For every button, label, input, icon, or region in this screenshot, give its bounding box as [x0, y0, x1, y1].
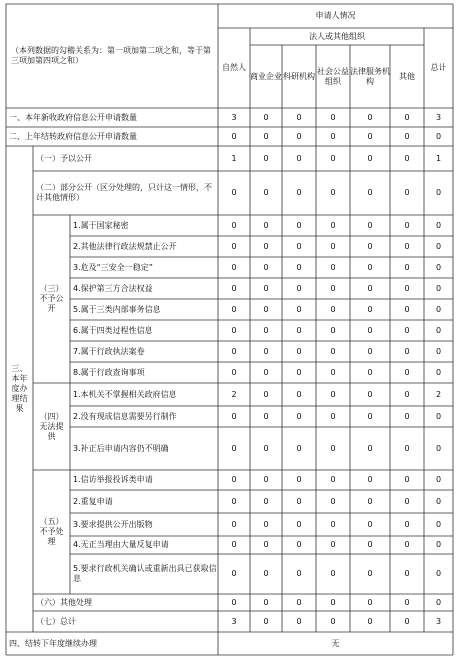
group4-row-value: 0 — [263, 411, 269, 421]
row-other-handling-value: 0 — [296, 597, 302, 607]
group3-row-value: 0 — [231, 325, 237, 335]
group3-row-value: 0 — [367, 283, 373, 293]
group5-row-value: 0 — [367, 475, 373, 484]
group5-row-value: 0 — [404, 569, 410, 578]
row-carried-value: 0 — [404, 131, 410, 141]
group3-row-value: 0 — [296, 325, 302, 335]
group3-row-value: 0 — [330, 367, 336, 377]
column-header-5: 其他 — [399, 71, 415, 81]
group3-label: （三）不予公开 — [39, 284, 64, 313]
group3-row-value: 0 — [330, 283, 336, 293]
group3-row-value: 0 — [330, 325, 336, 335]
group5-row-label: 3.要求提供公开出版物 — [73, 519, 153, 529]
group3-row-value: 0 — [231, 346, 237, 356]
group3-row-label: 2.其他法律行政法规禁止公开 — [73, 241, 177, 251]
row-new-value: 0 — [263, 112, 269, 122]
group3-row-value: 0 — [263, 325, 269, 335]
group3-row-value: 0 — [330, 262, 336, 272]
group3-row-value: 0 — [367, 241, 373, 251]
group5-row-label: 5.要求行政机关确认或重新出具已获取信息 — [73, 564, 217, 583]
group4-label: （四）无法提供 — [39, 411, 64, 441]
group4-row-label: 2.没有现成信息需要另行制作 — [73, 411, 177, 421]
group5-row-value: 0 — [231, 569, 237, 578]
group3-row-value: 0 — [404, 325, 410, 335]
column-header-2: 科研机构 — [283, 71, 315, 81]
row-disclosed-value: 0 — [367, 153, 373, 163]
group3-row-value: 0 — [263, 262, 269, 272]
group5-row-value: 0 — [330, 540, 336, 549]
group4-row-value: 0 — [404, 443, 410, 453]
row-label-carry-forward: 四、结转下年度继续办理 — [9, 638, 97, 648]
group5-row-value: 0 — [330, 569, 336, 578]
row-carry-forward-value: 无 — [331, 638, 340, 648]
group3-row-value: 0 — [435, 325, 442, 335]
group4-row-value: 0 — [435, 411, 442, 421]
column-header-total: 总计 — [430, 63, 447, 72]
group4-row-value: 0 — [404, 389, 410, 399]
column-header-natural-person: 自然人 — [222, 63, 246, 72]
group4-row-label: 3.补正后申请内容仍不明确 — [73, 443, 169, 453]
row-disclosed-value: 0 — [263, 153, 269, 163]
group5-row-value: 0 — [296, 496, 302, 506]
group3-row-value: 0 — [231, 262, 237, 272]
group3-row-label: 7.属于行政执法案卷 — [73, 346, 145, 356]
group5-row-value: 0 — [330, 519, 336, 529]
group4-row-value: 0 — [330, 411, 336, 421]
group3-row-value: 0 — [231, 220, 237, 230]
group3-row-value: 0 — [435, 367, 442, 377]
group4-row-value: 0 — [367, 411, 373, 421]
group3-row-value: 0 — [367, 367, 373, 377]
group3-row-label: 1.属于国家秘密 — [73, 220, 129, 230]
row-label-carried-over: 二、上年结转政府信息公开申请数量 — [9, 131, 137, 141]
group5-row-value: 0 — [435, 519, 442, 529]
row-new-value: 0 — [404, 112, 410, 122]
group4-row-value: 0 — [231, 411, 237, 421]
section3-label: 三、本年度办理结果 — [11, 364, 28, 413]
group5-row-value: 0 — [231, 496, 237, 506]
group3-row-label: 6.属于四类过程性信息 — [73, 325, 153, 335]
group3-row-value: 0 — [330, 220, 336, 230]
group3-row-value: 0 — [296, 241, 302, 251]
row-disclosed-value: 0 — [296, 153, 302, 163]
row-label-other-handling: （六）其他处理 — [36, 597, 92, 607]
row-label-new-applications: 一、本年新收政府信息公开申请数量 — [9, 112, 137, 122]
group3-row-value: 0 — [404, 346, 410, 356]
group3-row-value: 0 — [296, 346, 302, 356]
column-header-3: 社会公益组织 — [317, 66, 349, 86]
group3-row-value: 0 — [263, 367, 269, 377]
row-other-handling-value: 0 — [435, 597, 442, 607]
group3-row-value: 0 — [367, 262, 373, 272]
row-carried-value: 0 — [296, 131, 302, 141]
group3-row-value: 0 — [263, 283, 269, 293]
row-partial-value: 0 — [263, 188, 269, 197]
group5-row-value: 0 — [404, 540, 410, 549]
group4-row-value: 2 — [231, 389, 237, 399]
group3-row-value: 0 — [404, 262, 410, 272]
group3-row-value: 0 — [330, 346, 336, 356]
group3-row-value: 0 — [435, 283, 442, 293]
group5-row-value: 0 — [263, 475, 269, 484]
group3-row-value: 0 — [404, 304, 410, 314]
group5-row-value: 0 — [263, 519, 269, 529]
group5-row-value: 0 — [263, 569, 269, 578]
group5-row-value: 0 — [296, 519, 302, 529]
row-partial-value: 0 — [296, 188, 302, 197]
group5-row-value: 0 — [330, 475, 336, 484]
row-other-handling-value: 0 — [330, 597, 336, 607]
group3-row-value: 0 — [296, 283, 302, 293]
group5-row-value: 0 — [367, 519, 373, 529]
row-disclosed-value: 1 — [435, 153, 442, 163]
group3-row-value: 0 — [367, 346, 373, 356]
group4-row-value: 0 — [435, 443, 442, 453]
row-new-value: 0 — [330, 112, 336, 122]
row-label-disclosed: （一）予以公开 — [36, 153, 92, 163]
group3-row-label: 8.属于行政查询事项 — [73, 367, 145, 377]
row-disclosed-value: 0 — [330, 153, 336, 163]
group3-row-value: 0 — [435, 262, 442, 272]
group5-row-value: 0 — [296, 569, 302, 578]
row-carried-value: 0 — [435, 131, 442, 141]
group5-row-value: 0 — [263, 496, 269, 506]
group4-row-value: 2 — [435, 389, 442, 399]
group5-row-value: 0 — [231, 540, 237, 549]
group4-row-value: 0 — [263, 389, 269, 399]
group4-row-value: 0 — [367, 389, 373, 399]
group3-row-value: 0 — [263, 220, 269, 230]
row-section-total-value: 0 — [330, 616, 336, 626]
group5-row-value: 0 — [404, 496, 410, 506]
group3-row-value: 0 — [435, 346, 442, 356]
group3-row-value: 0 — [330, 241, 336, 251]
group3-row-value: 0 — [435, 304, 442, 314]
group3-row-value: 0 — [404, 367, 410, 377]
group4-row-value: 0 — [263, 443, 269, 453]
group5-row-value: 0 — [435, 569, 442, 578]
group3-row-value: 0 — [330, 304, 336, 314]
row-carried-value: 0 — [231, 131, 237, 141]
row-disclosed-value: 1 — [231, 153, 237, 163]
group4-row-value: 0 — [231, 443, 237, 453]
group5-row-value: 0 — [231, 519, 237, 529]
group3-row-label: 4.保护第三方合法权益 — [73, 283, 153, 293]
group3-row-value: 0 — [367, 304, 373, 314]
row-carried-value: 0 — [367, 131, 373, 141]
row-section-total-value: 0 — [367, 616, 373, 626]
group5-row-value: 0 — [296, 540, 302, 549]
row-label-partial: （二）部分公开（区分处理的，只计这一情形，不计其他情形） — [36, 183, 212, 202]
group5-row-value: 0 — [404, 519, 410, 529]
column-header-4: 法律服务机构 — [350, 66, 390, 86]
row-other-handling-value: 0 — [367, 597, 373, 607]
row-partial-value: 0 — [367, 188, 373, 197]
row-partial-value: 0 — [435, 188, 442, 197]
row-new-value: 3 — [231, 112, 237, 122]
row-partial-value: 0 — [404, 188, 410, 197]
group5-label: （五）不予处理 — [39, 517, 64, 546]
group3-row-value: 0 — [231, 283, 237, 293]
group3-row-value: 0 — [435, 220, 442, 230]
row-label-section-total: （七）总计 — [36, 616, 76, 626]
group3-row-value: 0 — [231, 304, 237, 314]
group3-row-value: 0 — [263, 304, 269, 314]
group4-row-value: 0 — [330, 389, 336, 399]
header-applicant-situation: 申请人情况 — [315, 11, 356, 20]
group3-row-label: 3.危及“三安全一稳定” — [73, 262, 153, 272]
row-disclosed-value: 0 — [404, 153, 410, 163]
group5-row-value: 0 — [367, 540, 373, 549]
group3-row-value: 0 — [263, 346, 269, 356]
row-section-total-value: 3 — [435, 616, 442, 626]
row-section-total-value: 3 — [231, 616, 237, 626]
group4-row-value: 0 — [330, 443, 336, 453]
group3-row-label: 5.属于三类内部事务信息 — [73, 304, 161, 314]
group5-row-value: 0 — [367, 496, 373, 506]
group4-row-value: 0 — [404, 411, 410, 421]
group5-row-value: 0 — [435, 475, 442, 484]
group5-row-label: 2.重复申请 — [73, 496, 113, 506]
group5-row-value: 0 — [435, 540, 442, 549]
group5-row-value: 0 — [435, 496, 442, 506]
group4-row-value: 0 — [296, 443, 302, 453]
group5-row-label: 1.信访举报投诉类申请 — [73, 475, 153, 484]
group4-row-label: 1.本机关不掌握相关政府信息 — [73, 389, 177, 399]
group3-row-value: 0 — [367, 220, 373, 230]
group5-row-value: 0 — [367, 569, 373, 578]
group3-row-value: 0 — [296, 262, 302, 272]
group5-row-label: 4.无正当理由大量反复申请 — [73, 540, 169, 549]
group3-row-value: 0 — [263, 241, 269, 251]
column-header-1: 商业企业 — [250, 71, 282, 81]
row-carried-value: 0 — [330, 131, 336, 141]
group3-row-value: 0 — [231, 241, 237, 251]
group5-row-value: 0 — [330, 496, 336, 506]
header-note-cell: （本列数据的勾稽关系为：第一项加第二项之和，等于第三项加第四项之和） — [11, 46, 211, 65]
group5-row-value: 0 — [231, 475, 237, 484]
group5-row-value: 0 — [404, 475, 410, 484]
group3-row-value: 0 — [404, 220, 410, 230]
row-new-value: 0 — [296, 112, 302, 122]
group3-row-value: 0 — [404, 241, 410, 251]
row-other-handling-value: 0 — [404, 597, 410, 607]
row-partial-value: 0 — [231, 188, 237, 197]
row-other-handling-value: 0 — [263, 597, 269, 607]
group3-row-value: 0 — [296, 304, 302, 314]
row-section-total-value: 0 — [296, 616, 302, 626]
group3-row-value: 0 — [296, 367, 302, 377]
group4-row-value: 0 — [296, 411, 302, 421]
row-carried-value: 0 — [263, 131, 269, 141]
row-section-total-value: 0 — [404, 616, 410, 626]
row-partial-value: 0 — [330, 188, 336, 197]
group5-row-value: 0 — [296, 475, 302, 484]
group3-row-value: 0 — [404, 283, 410, 293]
row-new-value: 3 — [435, 112, 442, 122]
row-section-total-value: 0 — [263, 616, 269, 626]
group4-row-value: 0 — [367, 443, 373, 453]
group3-row-value: 0 — [296, 220, 302, 230]
group5-row-value: 0 — [263, 540, 269, 549]
row-new-value: 0 — [367, 112, 373, 122]
group4-row-value: 0 — [296, 389, 302, 399]
header-legal-person: 法人或其他组织 — [309, 31, 365, 41]
group3-row-value: 0 — [231, 367, 237, 377]
group3-row-value: 0 — [367, 325, 373, 335]
row-other-handling-value: 0 — [231, 597, 237, 607]
group3-row-value: 0 — [435, 241, 442, 251]
